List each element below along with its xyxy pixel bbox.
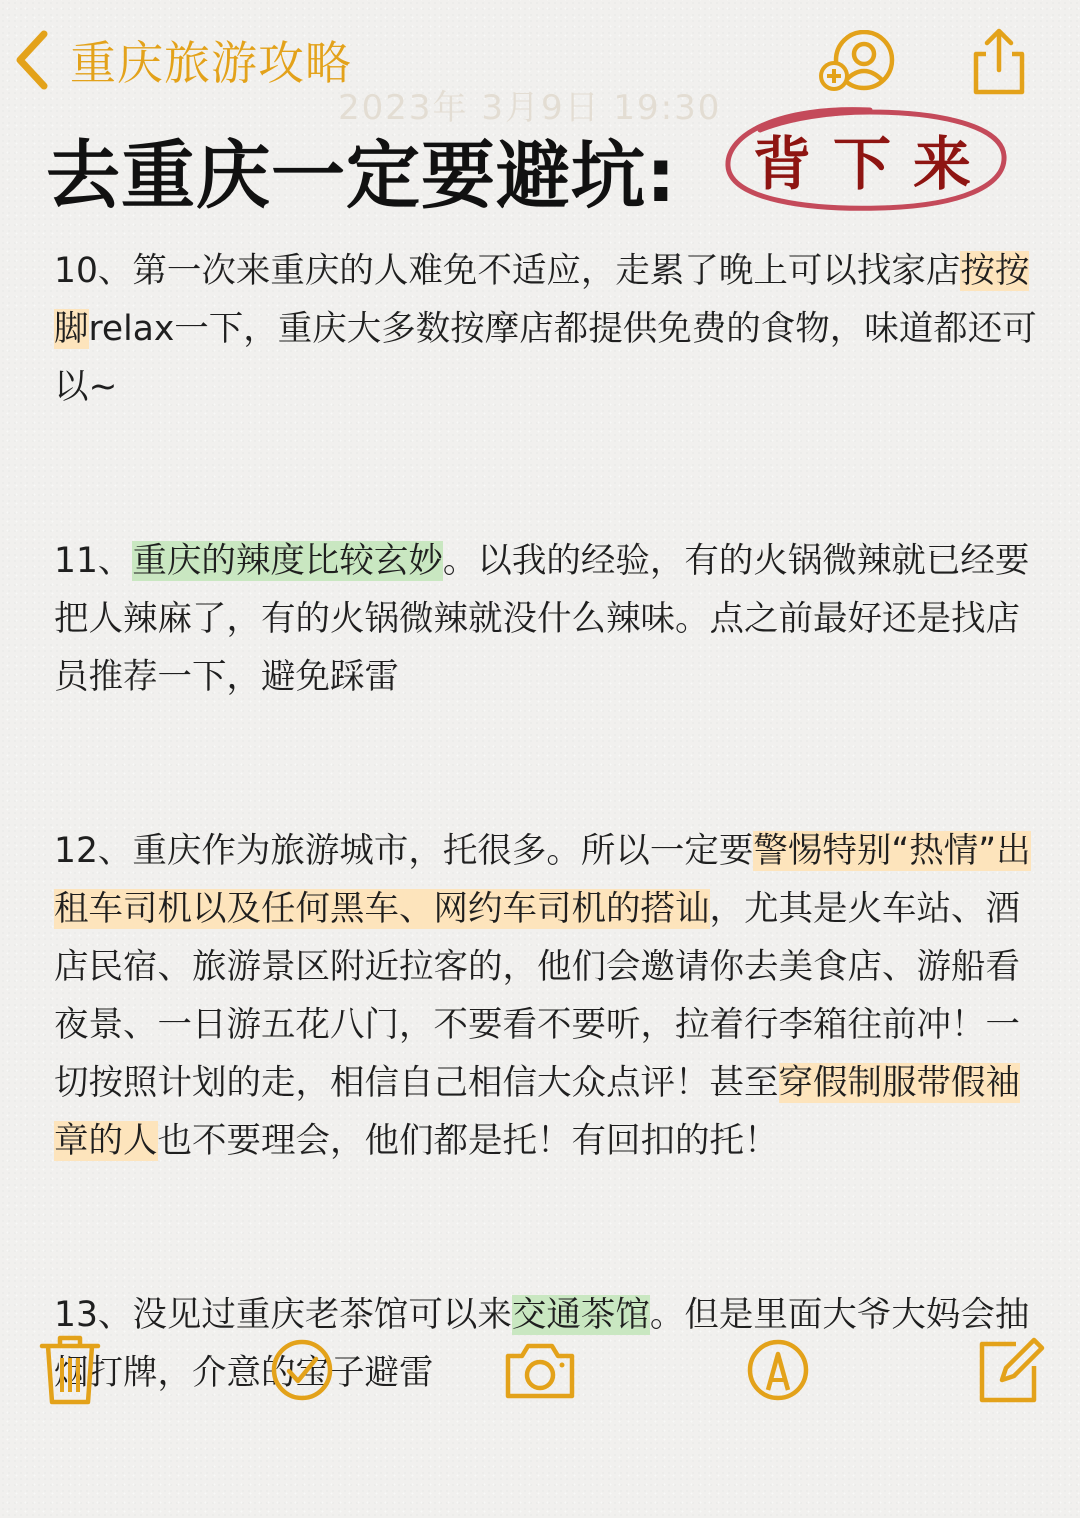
share-icon: [966, 26, 1032, 98]
add-person-icon: [818, 30, 896, 96]
checklist-button[interactable]: [264, 1330, 340, 1410]
share-button[interactable]: [966, 26, 1032, 98]
highlight-yellow: 按按脚: [54, 251, 1030, 349]
compose-button[interactable]: [972, 1330, 1048, 1410]
compose-icon: [972, 1330, 1048, 1410]
add-collaborator-button[interactable]: [818, 30, 896, 96]
stamp: [720, 104, 1010, 214]
tip-text: 。但是里面大爷大妈会抽烟打牌，介意的宝子避雷: [54, 1295, 1030, 1393]
note-headline: 去重庆一定要避坑:: [46, 133, 677, 219]
highlight-yellow: 穿假制服带假袖章的人: [54, 1063, 1020, 1161]
tip-12: [54, 822, 1054, 1170]
tip-text: relax一下，重庆大多数按摩店都提供免费的食物，味道都还可以~: [54, 309, 1037, 407]
highlight-green: 重庆的辣度比较玄妙: [132, 541, 443, 581]
camera-icon: [502, 1330, 578, 1410]
markup-pen-icon: [740, 1330, 816, 1410]
bottom-toolbar: [0, 1330, 1080, 1420]
highlight-green: 交通茶馆: [511, 1295, 650, 1335]
camera-button[interactable]: [502, 1330, 578, 1410]
highlight-yellow: 警惕特别“热情”出租车司机以及任何黑车、网约车司机的搭讪: [54, 831, 1031, 929]
tip-text: 10、第一次来重庆的人难免不适应，走累了晚上可以找家店: [54, 251, 961, 291]
tip-text: ，尤其是火车站、酒店民宿、旅游景区附近拉客的，他们会邀请你去美食店、游船看夜景、一日游五花八门，不要看不要听，拉着行李箱往前冲！一切按照计划的走，相信自己相信大众点评！甚至: [54, 889, 1020, 1103]
tip-text: 13、没见过重庆老茶馆可以来: [54, 1295, 512, 1335]
note-body[interactable]: [54, 242, 1054, 1518]
trash-icon: [32, 1330, 108, 1410]
checklist-icon: [264, 1330, 340, 1410]
markup-button[interactable]: [740, 1330, 816, 1410]
top-bar: [0, 0, 1080, 128]
back-label: 重庆旅游攻略: [70, 36, 352, 90]
tip-text: 12、重庆作为旅游城市，托很多。所以一定要: [54, 831, 754, 871]
tip-text: 也不要理会，他们都是托！有回扣的托！: [157, 1121, 779, 1161]
back-button[interactable]: [12, 24, 352, 96]
stamp-text: 背下来: [752, 130, 993, 198]
tip-11: [54, 532, 1054, 706]
tip-text: 11、: [54, 541, 133, 581]
chevron-left-icon: [12, 28, 52, 92]
tip-10: [54, 242, 1054, 416]
delete-button[interactable]: [32, 1330, 108, 1410]
tip-text: 。以我的经验，有的火锅微辣就已经要把人辣麻了，有的火锅微辣就没什么辣味。点之前最好还是找店员推荐一下，避免踩雷: [54, 541, 1030, 697]
note-timestamp: 2023年 3月9日 19:30: [338, 88, 722, 128]
